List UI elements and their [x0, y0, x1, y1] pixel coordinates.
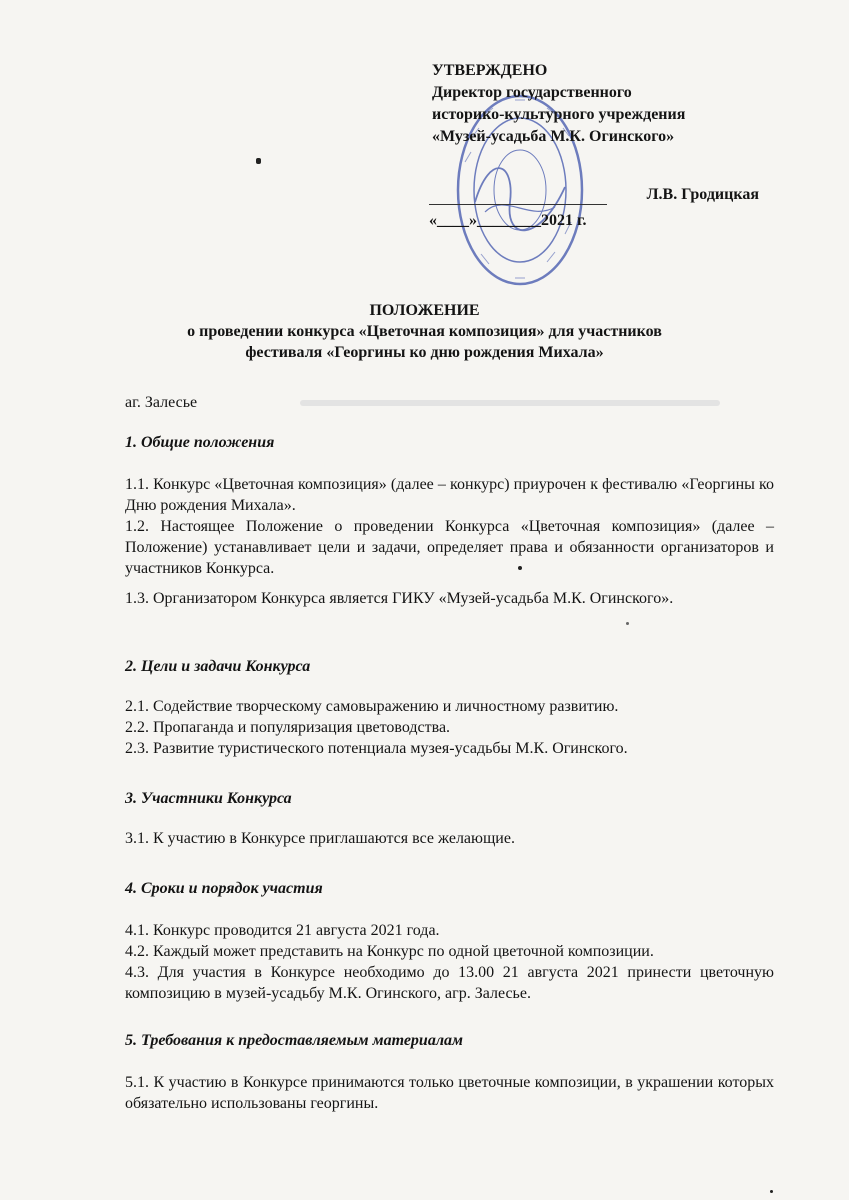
- paragraph: 2.3. Развитие туристического потенциала музея-усадьбы М.К. Огинского.: [125, 740, 628, 757]
- approval-block: [432, 60, 685, 148]
- document-subtitle-line1: о проведении конкурса «Цветочная композиция» для участников: [187, 323, 662, 340]
- paragraph: 2.2. Пропаганда и популяризация цветоводства.: [125, 719, 451, 736]
- section-heading: 5. Требования к предоставляемым материалам: [125, 1032, 463, 1049]
- paragraph: 4.2. Каждый может представить на Конкурс по одной цветочной композиции.: [125, 943, 654, 960]
- paragraph: 1.2. Настоящее Положение о проведении Конкурса «Цветочная композиция» (далее – Положение) устанавливает цели и задачи, определяет права и обязанности организаторов и участников Конкурса.: [125, 518, 774, 577]
- signature-line: [429, 204, 607, 205]
- ink-dot: [770, 1190, 773, 1193]
- signer-name: Л.В. Гродицкая: [646, 186, 759, 203]
- approval-position-line1: Директор государственного: [432, 84, 632, 101]
- section-heading: 3. Участники Конкурса: [125, 790, 292, 807]
- paragraph: 1.3. Организатором Конкурса является ГИКУ «Музей-усадьба М.К. Огинского».: [125, 590, 674, 607]
- ink-dot: [626, 622, 629, 625]
- ink-dot: [256, 158, 261, 164]
- paragraph: 3.1. К участию в Конкурсе приглашаются все желающие.: [125, 830, 515, 847]
- paragraph: 4.3. Для участия в Конкурсе необходимо до 13.00 21 августа 2021 принести цветочную композицию в музей-усадьбу М.К. Огинского, агр. Залесье.: [125, 964, 774, 1002]
- approval-date: «____»________2021 г.: [429, 212, 587, 229]
- section-heading: 4. Сроки и порядок участия: [125, 880, 323, 897]
- paragraph: 2.1. Содействие творческому самовыражению и личностному развитию.: [125, 698, 619, 715]
- paragraph: 4.1. Конкурс проводится 21 августа 2021 года.: [125, 922, 440, 939]
- approval-heading: УТВЕРЖДЕНО: [432, 62, 548, 79]
- section-heading: 2. Цели и задачи Конкурса: [125, 658, 311, 675]
- document-title: ПОЛОЖЕНИЕ: [369, 302, 480, 319]
- section-heading: 1. Общие положения: [125, 434, 275, 451]
- document-subtitle-line2: фестиваля «Георгины ко дню рождения Михала»: [245, 344, 604, 361]
- signature-row: [429, 186, 759, 208]
- paragraph: 5.1. К участию в Конкурсе принимаются только цветочные композиции, в украшении которых обязательно использованы георгины.: [125, 1074, 774, 1112]
- paragraph: 1.1. Конкурс «Цветочная композиция» (далее – конкурс) приурочен к фестивалю «Георгины ко Дню рождения Михала».: [125, 476, 774, 514]
- approval-organization: «Музей-усадьба М.К. Огинского»: [432, 128, 675, 145]
- approval-position-line2: историко-культурного учреждения: [432, 106, 686, 123]
- place: аг. Залесье: [125, 394, 198, 411]
